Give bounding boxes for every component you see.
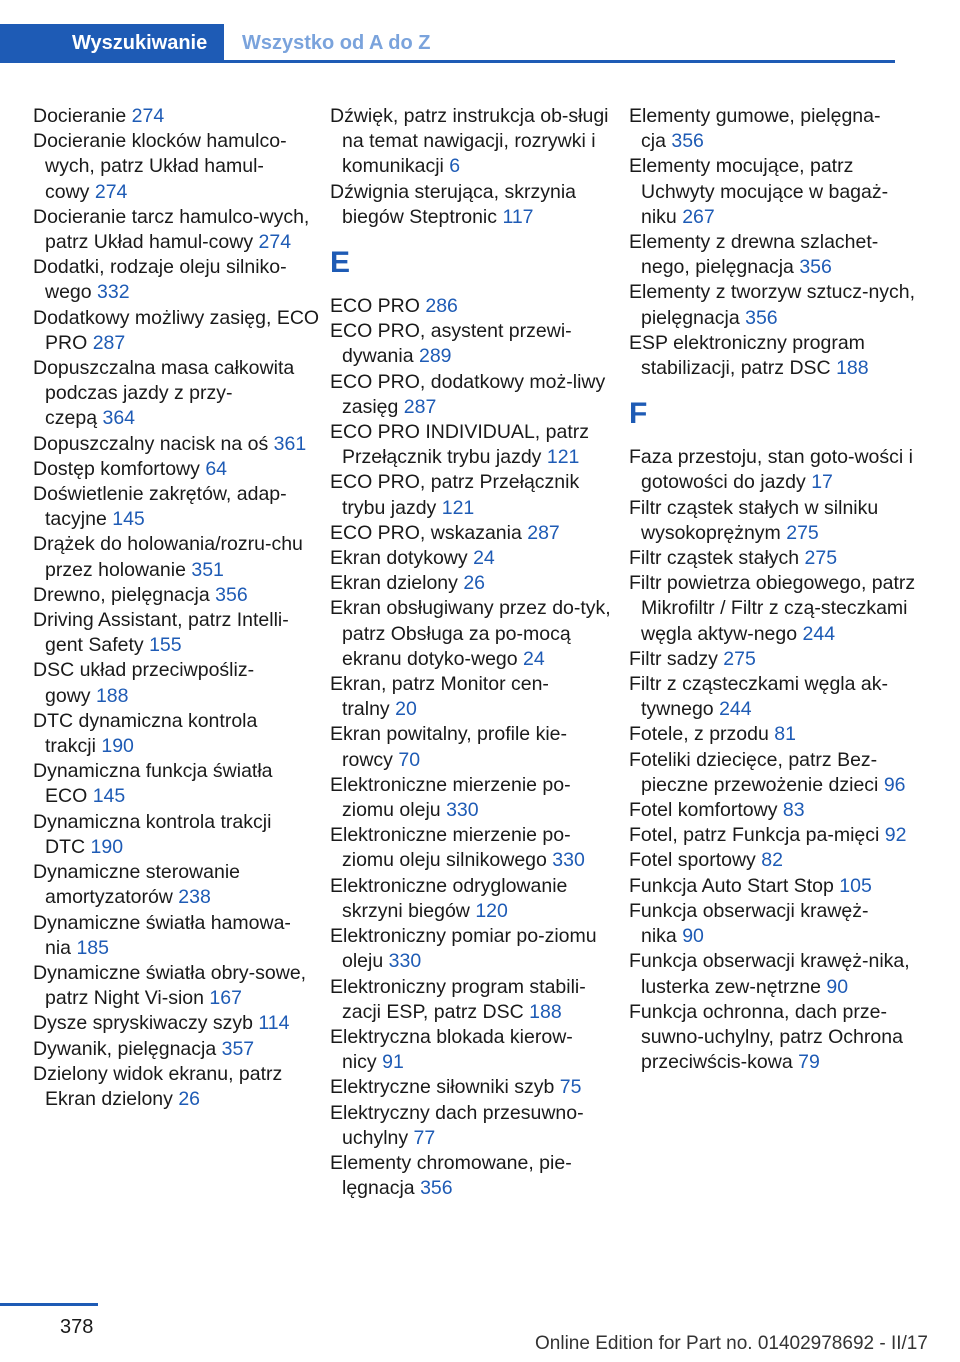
index-entry xyxy=(629,571,917,647)
index-entry xyxy=(33,205,321,255)
index-entry-page-link[interactable]: 274 xyxy=(131,105,165,127)
index-entry xyxy=(629,672,917,722)
index-entry xyxy=(629,230,917,280)
index-entry xyxy=(33,911,321,961)
index-entry-text: Dopuszczalny nacisk na oś xyxy=(33,432,269,455)
index-entry-text: Dynamiczna funkcja światła ECO xyxy=(33,760,273,808)
index-entry-page-link[interactable]: 351 xyxy=(191,558,224,581)
index-entry-text: Dodatki, rodzaje oleju silniko-wego xyxy=(33,256,287,304)
index-entry xyxy=(33,1037,321,1062)
index-entry-page-link[interactable]: 287 xyxy=(403,395,437,418)
index-entry xyxy=(330,104,618,180)
index-entry-text: Fotel, patrz Funkcja pa-mięci xyxy=(629,824,880,847)
index-entry-text: Ekran dzielony xyxy=(330,572,458,595)
index-entry-page-link[interactable]: 244 xyxy=(719,698,752,721)
index-entry xyxy=(33,457,321,482)
index-entry-page-link[interactable]: 289 xyxy=(418,345,452,368)
index-entry xyxy=(629,445,917,495)
index-entry xyxy=(330,420,618,470)
index-entry xyxy=(330,370,618,420)
index-entry-page-link[interactable]: 155 xyxy=(149,634,182,657)
index-entry-text: ECO PRO INDIVIDUAL, patrz Przełącznik trybu jazdy xyxy=(330,421,589,469)
index-entry xyxy=(33,255,321,305)
index-entry-text: Drewno, pielęgnacja xyxy=(33,583,210,606)
index-entry xyxy=(330,319,618,369)
index-entry-text: Docieranie klocków hamulco-wych, patrz Układ hamul-cowy xyxy=(33,130,287,203)
index-entry-text: Dodatkowy możliwy zasięg, ECO PRO xyxy=(33,306,320,354)
index-entry xyxy=(629,874,917,899)
index-entry-text: Dynamiczna kontrola trakcji DTC xyxy=(33,810,272,858)
index-entry-text: Funkcja ochronna, dach prze-suwno-uchylny, patrz Ochrona przeciwścis-kowa xyxy=(629,1000,903,1074)
index-column-2 xyxy=(330,104,618,1201)
index-entry xyxy=(330,470,618,520)
index-entry xyxy=(629,899,917,949)
index-entry-text: Dostęp komfortowy xyxy=(33,457,200,480)
section-letter: E xyxy=(330,246,351,280)
index-entry-text: Dopuszczalna masa całkowita podczas jazdy z przy-czepą xyxy=(33,357,295,430)
index-entry-text: Dźwięk, patrz instrukcja ob-sługi na temat nawigacji, rozrywki i komunikacji xyxy=(330,105,609,178)
index-entry-page-link[interactable]: 92 xyxy=(884,824,907,847)
index-entry xyxy=(629,546,917,571)
index-entry-text: Fotele, z przodu xyxy=(629,723,769,746)
index-entry-text: Filtr powietrza obiegowego, patrz Mikrofiltr / Filtr z czą-steczkami węgla aktyw-nego xyxy=(629,572,916,645)
index-entry-text: Filtr cząstek stałych xyxy=(629,547,800,570)
index-entry-text: Elektryczna blokada kierow-nicy xyxy=(330,1025,573,1074)
index-entry xyxy=(33,306,321,356)
index-entry-text: Fotel komfortowy xyxy=(629,799,778,822)
index-entry xyxy=(330,1101,618,1151)
index-entry xyxy=(629,647,917,672)
index-entry-text: ECO PRO xyxy=(330,295,420,318)
index-entry-page-link[interactable]: 79 xyxy=(798,1051,820,1074)
section-letter: F xyxy=(629,397,648,431)
index-entry-page-link[interactable]: 357 xyxy=(221,1037,255,1060)
index-entry-page-link[interactable]: 356 xyxy=(215,583,248,606)
index-entry-text: Funkcja Auto Start Stop xyxy=(629,874,834,897)
index-entry xyxy=(330,823,618,873)
index-entry-page-link[interactable]: 145 xyxy=(92,785,126,808)
index-entry-page-link[interactable]: 26 xyxy=(178,1087,201,1110)
index-entry-page-link[interactable]: 274 xyxy=(94,180,128,203)
index-entry-text: Dynamiczne sterowanie amortyzatorów xyxy=(33,861,241,909)
index-entry-text: Driving Assistant, patrz Intelli-gent Safety xyxy=(33,609,289,657)
index-entry-text: DSC układ przeciwpośliz-gowy xyxy=(33,659,255,707)
index-entry xyxy=(330,975,618,1025)
index-entry xyxy=(33,1011,321,1036)
index-entry-page-link[interactable]: 238 xyxy=(178,886,211,909)
index-entry-text: Docieranie xyxy=(33,105,127,127)
index-entry-page-link[interactable]: 24 xyxy=(523,647,545,670)
index-entry-page-link[interactable]: 190 xyxy=(90,835,124,858)
index-entry xyxy=(33,759,321,809)
index-entry-page-link[interactable]: 364 xyxy=(102,407,136,430)
index-entry-page-link[interactable]: 96 xyxy=(883,773,906,796)
index-entry-text: Elementy gumowe, pielęgna-cja xyxy=(629,105,881,153)
index-entry xyxy=(33,961,321,1011)
index-entry-page-link[interactable]: 64 xyxy=(205,457,228,480)
index-entry-page-link[interactable]: 188 xyxy=(836,357,869,380)
index-entry xyxy=(330,1025,618,1075)
index-entry-text: Fotel sportowy xyxy=(629,849,756,872)
index-entry xyxy=(330,571,618,596)
index-entry xyxy=(33,1062,321,1112)
index-entry xyxy=(33,432,321,457)
index-column-3 xyxy=(629,104,917,1075)
index-entry-page-link[interactable]: 82 xyxy=(761,849,783,872)
index-entry xyxy=(629,823,917,848)
index-entry-text: Ekran obsługiwany przez do-tyk, patrz Obsługa za po-mocą ekranu dotyko-wego xyxy=(330,597,611,670)
index-entry xyxy=(629,722,917,747)
index-entry xyxy=(33,810,321,860)
index-entry-page-link[interactable]: 75 xyxy=(559,1076,582,1099)
header-rule xyxy=(0,60,895,63)
index-entry-text: Filtr sadzy xyxy=(629,647,718,670)
index-entry-text: Ekran dotykowy xyxy=(330,547,468,570)
index-entry xyxy=(629,848,917,873)
index-entry-page-link[interactable]: 275 xyxy=(804,547,838,570)
index-entry-page-link[interactable]: 267 xyxy=(682,205,715,228)
index-entry-page-link[interactable]: 6 xyxy=(449,155,461,178)
index-entry-page-link[interactable]: 120 xyxy=(475,899,508,922)
index-entry-page-link[interactable]: 356 xyxy=(745,306,778,329)
index-entry-text: Elektroniczny program stabili-zacji ESP, patrz DSC xyxy=(330,975,586,1023)
index-entry-text: Dywanik, pielęgnacja xyxy=(33,1037,217,1060)
index-entry-page-link[interactable]: 83 xyxy=(782,799,805,822)
index-entry-page-link[interactable]: 361 xyxy=(273,432,307,455)
index-entry xyxy=(629,496,917,546)
index-entry-page-link[interactable]: 275 xyxy=(786,521,819,544)
index-entry-text: Doświetlenie zakrętów, adap-tacyjne xyxy=(33,483,287,531)
index-entry-page-link[interactable]: 188 xyxy=(529,1000,562,1023)
index-entry xyxy=(33,608,321,658)
index-entry-text: Docieranie tarcz hamulco-wych, patrz Układ hamul-cowy xyxy=(33,205,310,254)
index-entry-page-link[interactable]: 81 xyxy=(774,723,796,746)
index-entry-page-link[interactable]: 17 xyxy=(811,471,833,494)
index-entry-text: Elektryczny dach przesuwno-uchylny xyxy=(330,1101,584,1149)
index-entry xyxy=(330,596,618,672)
index-entry-text: Filtr cząstek stałych w silniku wysokoprężnym xyxy=(629,496,879,544)
index-entry-text: Elektroniczny pomiar po-ziomu oleju xyxy=(330,925,597,973)
index-entry xyxy=(330,924,618,974)
index-entry-text: Elementy chromowane, pie-lęgnacja xyxy=(330,1151,572,1200)
page-number: 378 xyxy=(60,1316,94,1338)
index-entry xyxy=(330,546,618,571)
index-entry-text: ECO PRO, asystent przewi-dywania xyxy=(330,320,572,368)
index-entry-text: Dźwignia sterująca, skrzynia biegów Steptronic xyxy=(330,180,577,228)
index-entry xyxy=(330,521,618,546)
index-entry-text: DTC dynamiczna kontrola trakcji xyxy=(33,709,258,758)
index-entry-page-link[interactable]: 274 xyxy=(258,231,292,254)
index-entry-page-link[interactable]: 356 xyxy=(420,1177,453,1200)
index-entry xyxy=(33,129,321,205)
index-entry-text: ECO PRO, wskazania xyxy=(330,521,522,544)
index-entry xyxy=(33,658,321,708)
index-entry-text: Filtr z cząsteczkami węgla ak-tywnego xyxy=(629,673,888,721)
index-entry-text: Dynamiczne światła hamowa-nia xyxy=(33,911,291,959)
edition-text: Online Edition for Part no. 01402978692 - II/17 xyxy=(535,1333,928,1354)
index-entry xyxy=(629,104,917,154)
footer-rule xyxy=(0,1303,98,1306)
index-entry xyxy=(330,874,618,924)
index-entry-page-link[interactable]: 24 xyxy=(473,547,495,570)
index-entry xyxy=(629,280,917,330)
index-entry-page-link[interactable]: 90 xyxy=(682,925,704,948)
index-entry-page-link[interactable]: 330 xyxy=(446,799,479,822)
index-entry-page-link[interactable]: 91 xyxy=(382,1051,404,1074)
index-entry xyxy=(330,722,618,772)
index-entry-text: Elektroniczne odryglowanie skrzyni biegów xyxy=(330,874,568,922)
header-bar xyxy=(0,0,895,64)
index-entry-page-link[interactable]: 330 xyxy=(552,849,585,872)
index-entry-page-link[interactable]: 117 xyxy=(502,205,534,228)
index-entry-text: Elektroniczne mierzenie po-ziomu oleju xyxy=(330,773,571,822)
index-entry-text: Ekran powitalny, profile kie-rowcy xyxy=(330,723,567,771)
index-entry-text: ECO PRO, patrz Przełącznik trybu jazdy xyxy=(330,471,580,519)
index-entry-text: ESP elektroniczny program stabilizacji, patrz DSC xyxy=(629,331,865,380)
index-entry-text: Foteliki dziecięce, patrz Bez-pieczne przewożenie dzieci xyxy=(629,748,879,796)
index-entry-page-link[interactable]: 188 xyxy=(95,684,129,707)
index-column-1 xyxy=(33,104,321,1112)
index-entry-page-link[interactable]: 356 xyxy=(671,130,704,153)
tab-wyszukiwanie[interactable]: Wyszukiwanie xyxy=(0,24,224,63)
index-entry xyxy=(33,583,321,608)
index-entry-page-link[interactable]: 77 xyxy=(413,1126,436,1149)
index-entry-text: Funkcja obserwacji krawęż-nika xyxy=(629,899,869,948)
index-entry xyxy=(629,154,917,230)
index-entry-page-link[interactable]: 244 xyxy=(802,622,836,645)
index-entry-page-link[interactable]: 90 xyxy=(826,975,849,998)
index-entry xyxy=(33,356,321,432)
index-entry xyxy=(629,748,917,798)
index-entry-text: Elektryczne siłowniki szyb xyxy=(330,1076,555,1099)
index-entry-text: Ekran, patrz Monitor cen-tralny xyxy=(330,673,549,721)
index-entry xyxy=(33,104,321,129)
index-entry xyxy=(330,294,618,319)
index-entry xyxy=(330,180,618,230)
index-entry-text: Elementy z drewna szlachet-nego, pielęgnacja xyxy=(629,231,879,279)
index-entry-text: ECO PRO, dodatkowy moż-liwy zasięg xyxy=(330,370,606,418)
index-entry xyxy=(33,532,321,582)
index-entry-text: Drążek do holowania/rozru-chu przez holowanie xyxy=(33,533,303,581)
index-entry xyxy=(330,1151,618,1201)
index-entry-text: Elementy z tworzyw sztucz-nych, pielęgnacja xyxy=(629,281,916,329)
index-entry xyxy=(330,672,618,722)
index-entry-page-link[interactable]: 105 xyxy=(839,874,872,897)
index-entry-page-link[interactable]: 121 xyxy=(441,496,475,519)
index-entry-page-link[interactable]: 275 xyxy=(723,647,756,670)
index-entry xyxy=(330,1075,618,1100)
index-entry-text: Dzielony widok ekranu, patrz Ekran dzielony xyxy=(33,1062,283,1110)
index-entry-page-link[interactable]: 190 xyxy=(101,735,134,758)
index-entry-page-link[interactable]: 145 xyxy=(112,508,145,531)
index-entry xyxy=(33,482,321,532)
index-entry xyxy=(629,1000,917,1076)
index-entry xyxy=(629,331,917,381)
index-entry-page-link[interactable]: 20 xyxy=(395,698,417,721)
index-entry-text: Elementy mocujące, patrz Uchwyty mocujące w bagaż-niku xyxy=(629,155,889,228)
index-entry-text: Dynamiczne światła obry-sowe, patrz Night Vi-sion xyxy=(33,961,307,1010)
index-entry-text: Dysze spryskiwaczy szyb xyxy=(33,1012,253,1035)
index-entry-text: Elektroniczne mierzenie po-ziomu oleju silnikowego xyxy=(330,824,571,872)
index-entry xyxy=(33,860,321,910)
index-entry-page-link[interactable]: 185 xyxy=(76,936,109,959)
index-entry-page-link[interactable]: 70 xyxy=(398,748,421,771)
index-entry xyxy=(330,773,618,823)
index-entry-page-link[interactable]: 287 xyxy=(527,521,560,544)
index-entry-page-link[interactable]: 286 xyxy=(425,295,458,318)
index-entry xyxy=(629,798,917,823)
index-entry-text: Faza przestoju, stan goto-wości i gotowości do jazdy xyxy=(629,446,913,494)
index-entry-page-link[interactable]: 356 xyxy=(799,256,832,279)
tab-wszystko-od-a-do-z[interactable]: Wszystko od A do Z xyxy=(242,32,431,54)
index-entry-page-link[interactable]: 121 xyxy=(546,446,580,469)
index-entry-page-link[interactable]: 287 xyxy=(92,331,126,354)
index-entry-page-link[interactable]: 167 xyxy=(209,987,242,1010)
index-entry-page-link[interactable]: 330 xyxy=(388,950,422,973)
index-entry xyxy=(629,949,917,999)
index-entry-text: Funkcja obserwacji krawęż-nika, lusterka zew-nętrzne xyxy=(629,950,910,998)
index-entry-page-link[interactable]: 26 xyxy=(463,572,486,595)
index-entry-page-link[interactable]: 332 xyxy=(97,281,130,304)
index-entry xyxy=(33,709,321,759)
index-entry-page-link[interactable]: 114 xyxy=(258,1012,290,1035)
